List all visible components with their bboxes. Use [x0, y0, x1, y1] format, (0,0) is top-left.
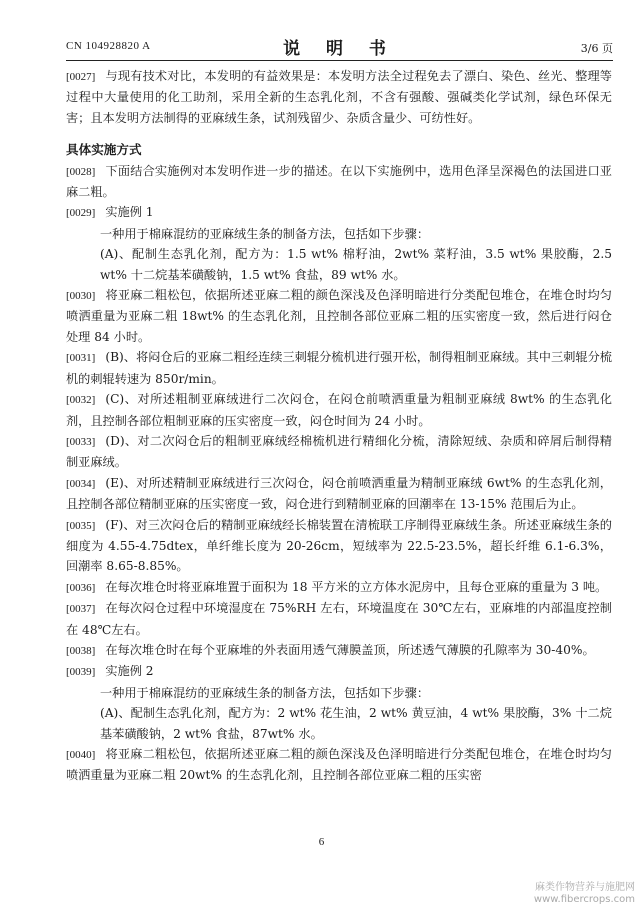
- paragraph: [66, 389, 612, 431]
- paragraph-number: [0028]: [66, 165, 96, 178]
- paragraph-text: 将亚麻二粗松包，依据所述亚麻二粗的颜色深浅及色泽明暗进行分类配包堆仓，在堆仓时均匀喷洒重量为亚麻二粗 20wt% 的生态乳化剂，且控制各部位亚麻二粗的压实密: [66, 747, 612, 783]
- paragraph: [66, 577, 612, 598]
- section-heading: 具体实施方式: [66, 142, 142, 158]
- paragraph: [66, 640, 612, 661]
- document-title: 说 明 书: [283, 39, 396, 59]
- page-number: 6: [318, 836, 325, 848]
- paragraph: [66, 347, 612, 389]
- paragraph: [66, 473, 612, 515]
- paragraph: [66, 683, 612, 703]
- paragraph-text: 一种用于棉麻混纺的亚麻绒生条的制备方法，包括如下步骤：: [100, 226, 430, 241]
- paragraph-text: 实施例 2: [105, 664, 154, 679]
- paragraph-number: [0034]: [66, 477, 96, 490]
- paragraph-number: [0029]: [66, 207, 96, 220]
- paragraph: [66, 703, 612, 744]
- watermark: [534, 882, 635, 906]
- paragraph-text: 在每次堆仓时在每个亚麻堆的外表面用透气薄膜盖顶，所述透气薄膜的孔隙率为 30-40%。: [105, 642, 595, 657]
- paragraph-text: 将亚麻二粗松包，依据所述亚麻二粗的颜色深浅及色泽明暗进行分类配包堆仓，在堆仓时均匀喷洒重量为亚麻二粗 18wt% 的生态乳化剂，且控制各部位亚麻二粗的压实密度一致，然后进行闷仓处理 84 小时。: [66, 288, 612, 344]
- paragraph: [66, 431, 612, 473]
- watermark-site-name: 麻类作物营养与施肥网: [535, 882, 635, 893]
- paragraph: [66, 285, 612, 347]
- paragraph-number: [0035]: [66, 519, 96, 532]
- paragraph-text: (C)、对所述粗制亚麻绒进行二次闷仓，在闷仓前喷洒重量为粗制亚麻绒 8wt% 的生态乳化剂，且控制各部位粗制亚麻的压实密度一致，闷仓时间为 24 小时。: [66, 392, 612, 428]
- paragraph-number: [0033]: [66, 435, 96, 448]
- paragraph-number: [0030]: [66, 290, 96, 303]
- paragraph-text: (E)、对所述精制亚麻绒进行三次闷仓，闷仓前喷洒重量为精制亚麻绒 6wt% 的生态乳化剂，且控制各部位精制亚麻的压实密度一致，闷仓进行到精制亚麻的回潮率在 13-15% 范围后为止。: [66, 475, 612, 512]
- paragraph: [66, 224, 612, 244]
- document-body: [66, 66, 612, 786]
- paragraph-text: (A)、配制生态乳化剂，配方为：1.5 wt% 棉籽油，2wt% 菜籽油，3.5 wt% 果胶酶，2.5 wt% 十二烷基苯磺酸钠，1.5 wt% 食盐，89 wt% 水。: [100, 247, 612, 282]
- paragraph-text: (F)、对三次闷仓后的精制亚麻绒经长棉装置在清梳联工序制得亚麻绒生条。所述亚麻绒生条的细度为 4.55-4.75dtex，单纤维长度为 20-26cm，短绒率为 22.5-23.5%，超长纤维 6.1-6.3%，回潮率 8.65-8.85%。: [66, 517, 612, 574]
- paragraph-number: [0039]: [66, 666, 96, 679]
- paragraph: [66, 66, 612, 128]
- paragraph-text: (B)、将闷仓后的亚麻二粗经连续三刺辊分梳机进行强开松，制得粗制亚麻绒。其中三刺辊分梳机的刺辊转速为 850r/min。: [66, 350, 612, 386]
- paragraph-text: 与现有技术对比，本发明的有益效果是：本发明方法全过程免去了漂白、染色、丝光、整理等过程中大量使用的化工助剂，采用全新的生态乳化剂，不含有强酸、强碱类化学试剂，绿色环保无害；且本发明方法制得的亚麻绒生条，试剂残留少、杂质含量少、可纺性好。: [66, 69, 612, 125]
- paragraph-number: [0031]: [66, 352, 96, 365]
- paragraph-text: (A)、配制生态乳化剂，配方为：2 wt% 花生油，2 wt% 黄豆油，4 wt% 果胶酶，3% 十二烷基苯磺酸钠，2 wt% 食盐，87wt% 水。: [100, 706, 612, 741]
- paragraph-text: 在每次闷仓过程中环境湿度在 75%RH 左右，环境温度在 30℃左右，亚麻堆的内部温度控制在 48℃左右。: [66, 601, 612, 637]
- watermark-url: www.fibercrops.com: [533, 894, 635, 905]
- paragraph: [66, 661, 612, 682]
- header-rule: [66, 60, 613, 61]
- paragraph-text: 在每次堆仓时将亚麻堆置于面积为 18 平方米的立方体水泥房中，且每仓亚麻的重量为 3 吨。: [105, 579, 608, 594]
- paragraph-text: 下面结合实施例对本发明作进一步的描述。在以下实施例中，选用色泽呈深褐色的法国进口亚麻二粗。: [66, 163, 612, 200]
- paragraph-number: [0040]: [66, 749, 96, 761]
- paragraph-number: [0027]: [66, 71, 96, 83]
- paragraph-number: [0032]: [66, 394, 96, 407]
- page-header: [66, 34, 613, 60]
- paragraph: [66, 202, 612, 223]
- paragraph-number: [0036]: [66, 581, 96, 594]
- paragraph: [66, 744, 612, 786]
- paragraph-text: (D)、对二次闷仓后的粗制亚麻绒经棉梳机进行精细化分梳，清除短绒、杂质和碎屑后制得精制亚麻绒。: [66, 433, 612, 470]
- paragraph-text: 一种用于棉麻混纺的亚麻绒生条的制备方法，包括如下步骤：: [100, 685, 430, 700]
- publication-number: CN 104928820 A: [66, 40, 151, 52]
- paragraph: [66, 515, 612, 577]
- paragraph: [66, 598, 612, 640]
- paragraph-number: [0038]: [66, 644, 96, 657]
- paragraph-number: [0037]: [66, 603, 96, 616]
- paragraph-text: 实施例 1: [105, 205, 154, 220]
- paragraph: [66, 244, 612, 285]
- page-indicator: 3/6 页: [580, 42, 613, 55]
- paragraph: [66, 161, 612, 203]
